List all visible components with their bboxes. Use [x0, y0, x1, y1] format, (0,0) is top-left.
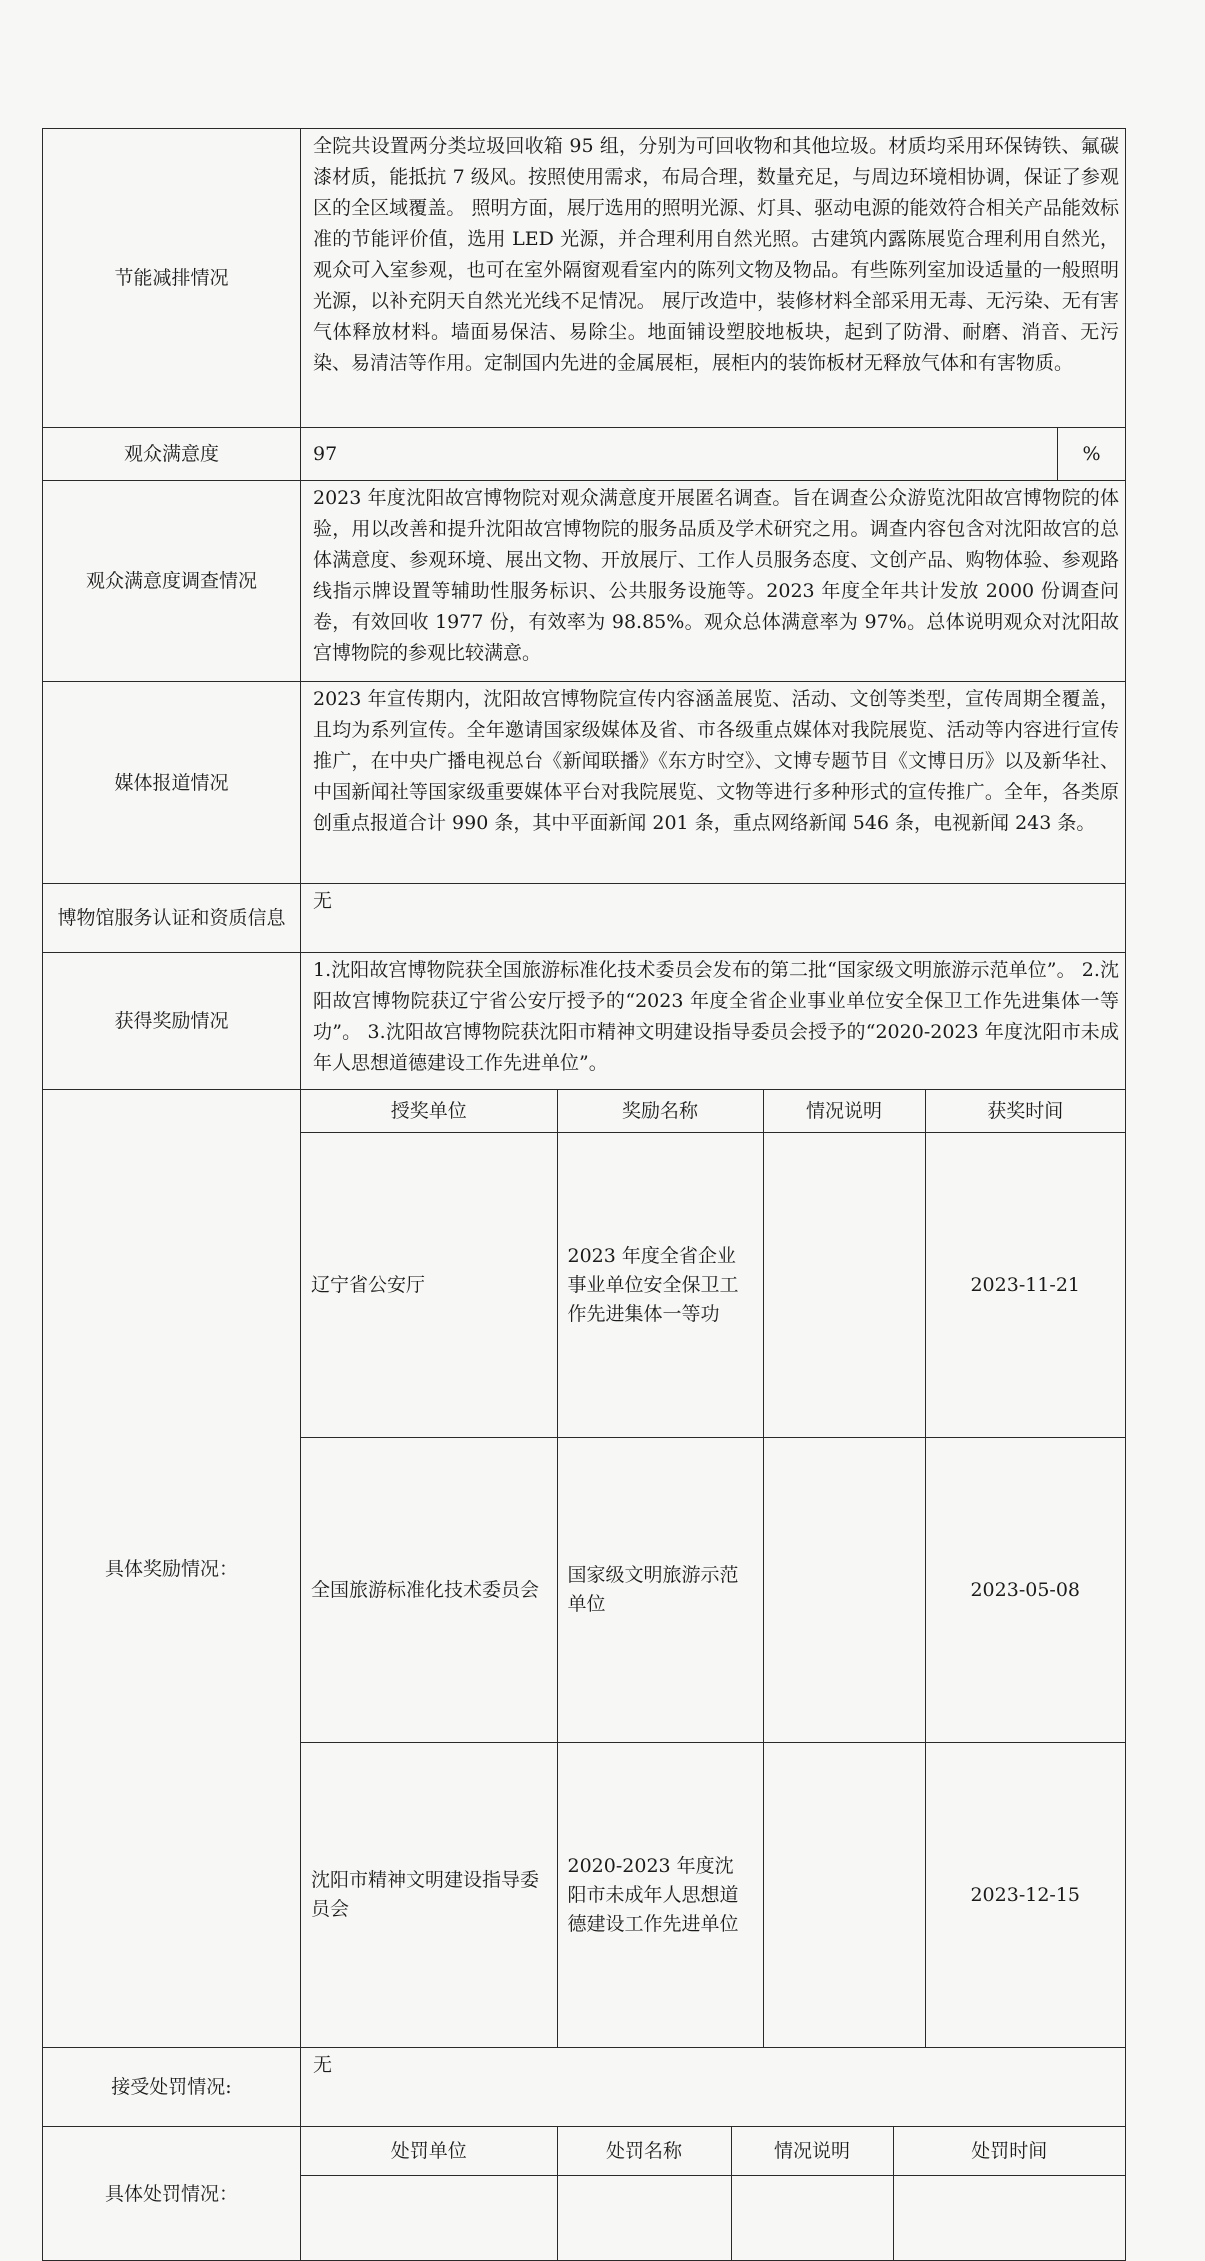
satisfaction-label: 观众满意度: [43, 428, 301, 481]
header-award-date: 获奖时间: [925, 1090, 1125, 1133]
energy-row: [43, 129, 1126, 428]
header-award-unit: 授奖单位: [301, 1090, 557, 1133]
award-date: 2023-11-21: [925, 1133, 1125, 1438]
survey-text: 2023 年度沈阳故宫博物院对观众满意度开展匿名调查。旨在调查公众游览沈阳故宫博物院的体验，用以改善和提升沈阳故宫博物院的服务品质及学术研究之用。调查内容包含对沈阳故宫的总体满意度、参观环境、展出文物、开放展厅、工作人员服务态度、文创产品、购物体验、参观路线指示牌设置等辅助性服务标识、公共服务设施等。2023 年度全年共计发放 2000 份调查问卷，有效回收 1977 份，有效率为 98.85%。观众总体满意率为 97%。总体说明观众对沈阳故宫博物院的参观比较满意。: [301, 481, 1126, 682]
energy-text: 全院共设置两分类垃圾回收箱 95 组，分别为可回收物和其他垃圾。材质均采用环保铸铁、氟碳漆材质，能抵抗 7 级风。按照使用需求，布局合理，数量充足，与周边环境相协调，保证了参观区的全区域覆盖。 照明方面，展厅选用的照明光源、灯具、驱动电源的能效符合相关产品能效标准的节能评价值，选用 LED 光源，并合理利用自然光照。古建筑内露陈展览合理利用自然光，观众可入室参观，也可在室外隔窗观看室内的陈列文物及物品。有些陈列室加设适量的一般照明光源，以补充阴天自然光光线不足情况。 展厅改造中，装修材料全部采用无毒、无污染、无有害气体释放材料。墙面易保洁、易除尘。地面铺设塑胶地板块，起到了防滑、耐磨、消音、无污染、易清洁等作用。定制国内先进的金属展柜，展柜内的装饰板材无释放气体和有害物质。: [301, 129, 1126, 428]
table-row: [301, 1743, 1125, 2048]
media-label: 媒体报道情况: [43, 682, 301, 884]
header-punish-note: 情况说明: [731, 2127, 893, 2176]
awards-row: [43, 953, 1126, 1090]
punish-detail-table: [301, 2127, 1125, 2260]
punish-header-row: [301, 2127, 1125, 2176]
info-table: [42, 128, 1126, 2261]
award-note: [763, 1133, 925, 1438]
award-unit: 沈阳市精神文明建设指导委员会: [301, 1743, 557, 2048]
media-text: 2023 年宣传期内，沈阳故宫博物院宣传内容涵盖展览、活动、文创等类型，宣传周期全覆盖，且均为系列宣传。全年邀请国家级媒体及省、市各级重点媒体对我院展览、活动等内容进行宣传推广，在中央广播电视总台《新闻联播》《东方时空》、文博专题节目《文博日历》以及新华社、中国新闻社等国家级重要媒体平台对我院展览、文物等进行多种形式的宣传推广。全年，各类原创重点报道合计 990 条，其中平面新闻 201 条，重点网络新闻 546 条，电视新闻 243 条。: [301, 682, 1126, 884]
award-unit: 辽宁省公安厅: [301, 1133, 557, 1438]
media-row: [43, 682, 1126, 884]
satisfaction-row: [43, 428, 1126, 481]
punish-detail-row: [43, 2127, 1126, 2261]
punish-date-cell: [893, 2176, 1125, 2261]
punish-note-cell: [731, 2176, 893, 2261]
punish-unit-cell: [301, 2176, 557, 2261]
award-note: [763, 1743, 925, 2048]
table-row: [301, 2176, 1125, 2261]
award-detail-table: [301, 1090, 1125, 2047]
cert-row: [43, 884, 1126, 953]
award-date: 2023-05-08: [925, 1438, 1125, 1743]
award-unit: 全国旅游标准化技术委员会: [301, 1438, 557, 1743]
table-row: [301, 1133, 1125, 1438]
report-page: [42, 128, 1126, 2261]
cert-label: 博物馆服务认证和资质信息: [43, 884, 301, 953]
header-award-name: 奖励名称: [557, 1090, 763, 1133]
award-date: 2023-12-15: [925, 1743, 1125, 2048]
header-punish-name: 处罚名称: [557, 2127, 731, 2176]
header-punish-unit: 处罚单位: [301, 2127, 557, 2176]
satisfaction-value: 97: [301, 428, 1058, 481]
awards-text: 1.沈阳故宫博物院获全国旅游标准化技术委员会发布的第二批“国家级文明旅游示范单位”。 2.沈阳故宫博物院获辽宁省公安厅授予的“2023 年度全省企业事业单位安全保卫工作先进集体一等功”。 3.沈阳故宫博物院获沈阳市精神文明建设指导委员会授予的“2020-2023 年度沈阳市未成年人思想道德建设工作先进单位”。: [301, 953, 1126, 1090]
award-name: 2023 年度全省企业事业单位安全保卫工作先进集体一等功: [557, 1133, 763, 1438]
survey-label: 观众满意度调查情况: [43, 481, 301, 682]
survey-row: [43, 481, 1126, 682]
punish-detail-label: 具体处罚情况：: [43, 2127, 301, 2261]
punish-label: 接受处罚情况:: [43, 2048, 301, 2127]
satisfaction-unit: %: [1057, 428, 1125, 481]
award-name: 国家级文明旅游示范单位: [557, 1438, 763, 1743]
award-note: [763, 1438, 925, 1743]
award-detail-row: [43, 1090, 1126, 2048]
punish-row: [43, 2048, 1126, 2127]
cert-text: 无: [301, 884, 1126, 953]
awards-label: 获得奖励情况: [43, 953, 301, 1090]
award-name: 2020-2023 年度沈阳市未成年人思想道德建设工作先进单位: [557, 1743, 763, 2048]
award-detail-label: 具体奖励情况：: [43, 1090, 301, 2048]
punish-text: 无: [301, 2048, 1126, 2127]
punish-name-cell: [557, 2176, 731, 2261]
award-header-row: [301, 1090, 1125, 1133]
energy-label: 节能减排情况: [43, 129, 301, 428]
header-punish-date: 处罚时间: [893, 2127, 1125, 2176]
table-row: [301, 1438, 1125, 1743]
header-award-note: 情况说明: [763, 1090, 925, 1133]
